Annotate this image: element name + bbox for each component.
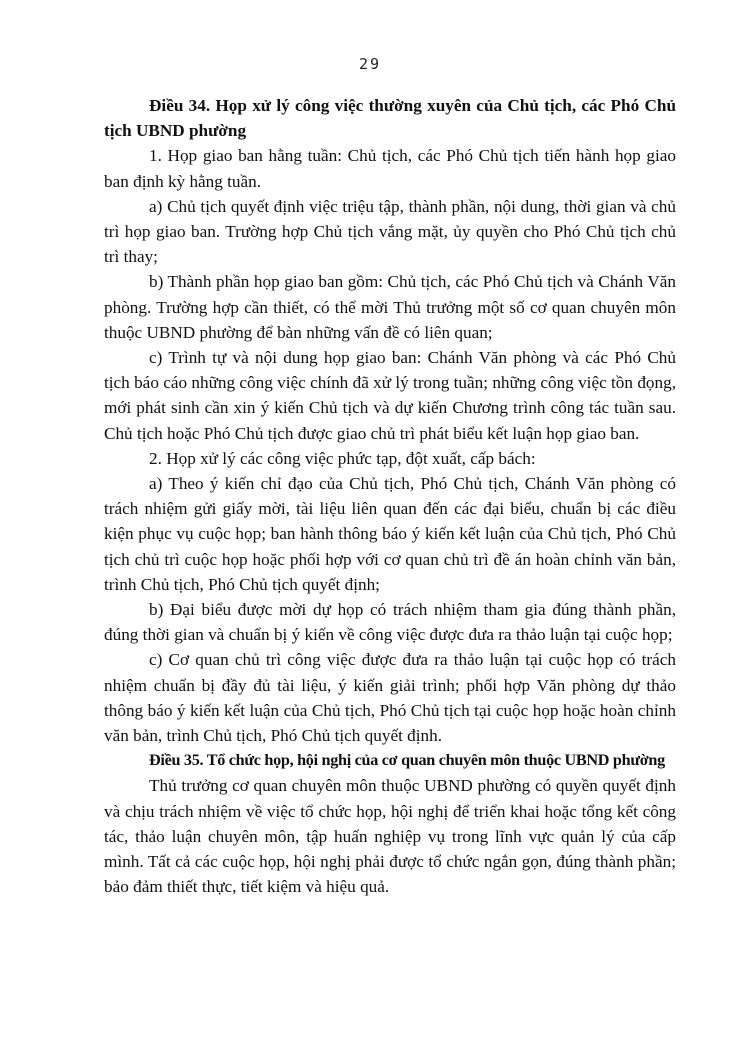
article-34-paragraph: b) Thành phần họp giao ban gồm: Chủ tịch, các Phó Chủ tịch và Chánh Văn phòng. Trường hợp cần thiết, có thể mời Thủ trưởng một số cơ quan chuyên môn thuộc UBND phường để bàn những vấn đề có liên quan; bbox=[104, 272, 676, 342]
article-34-paragraph: b) Đại biểu được mời dự họp có trách nhiệm tham gia đúng thành phần, đúng thời gian và chuẩn bị ý kiến về công việc được đưa ra thảo luận tại cuộc họp; bbox=[104, 600, 676, 645]
page-number: 29 bbox=[358, 55, 382, 73]
article-34-paragraph: a) Chủ tịch quyết định việc triệu tập, thành phần, nội dung, thời gian và chủ trì họp giao ban. Trường hợp Chủ tịch vắng mặt, ủy quyền cho Phó Chủ tịch chủ trì thay; bbox=[104, 196, 676, 267]
article-34-paragraph: c) Trình tự và nội dung họp giao ban: Chánh Văn phòng và các Phó Chủ tịch báo cáo những công việc chính đã xử lý trong tuần; những công việc tồn đọng, mới phát sinh cần xin ý kiến Chủ tịch và dự kiến Chương trình công tác tuần sau. Chủ tịch hoặc Phó Chủ tịch được giao chủ trì phát biểu kết luận họp giao ban. bbox=[104, 348, 676, 443]
article-35-heading: Điều 35. Tổ chức họp, hội nghị của cơ quan chuyên môn thuộc UBND phường bbox=[149, 751, 665, 770]
article-34-paragraph: c) Cơ quan chủ trì công việc được đưa ra thảo luận tại cuộc họp có trách nhiệm chuẩn bị đầy đủ tài liệu, ý kiến giải trình; phối hợp Văn phòng dự thảo thông báo ý kiến kết luận của Chủ tịch, Phó Chủ tịch tại cuộc họp hoặc hoàn chỉnh văn bản, trình Chủ tịch, Phó Chủ tịch quyết định. bbox=[104, 650, 676, 746]
article-34-paragraph: 2. Họp xử lý các công việc phức tạp, đột xuất, cấp bách: bbox=[149, 448, 536, 468]
article-34-paragraph: 1. Họp giao ban hằng tuần: Chủ tịch, các Phó Chủ tịch tiến hành họp giao ban định kỳ hằng tuần. bbox=[104, 146, 676, 191]
article-34-heading: Điều 34. Họp xử lý công việc thường xuyên của Chủ tịch, các Phó Chủ tịch UBND phường bbox=[104, 96, 676, 141]
document-body bbox=[104, 93, 676, 900]
article-34-paragraph: a) Theo ý kiến chỉ đạo của Chủ tịch, Phó Chủ tịch, Chánh Văn phòng có trách nhiệm gửi giấy mời, tài liệu liên quan đến các đại biểu, chuẩn bị các điều kiện phục vụ cuộc họp; ban hành thông báo ý kiến kết luận của Chủ tịch, Phó Chủ tịch chủ trì cuộc họp hoặc phối hợp với cơ quan chủ trì đề án hoàn chỉnh văn bản, trình Chủ tịch, Phó Chủ tịch quyết định; bbox=[104, 474, 676, 594]
article-35-paragraph: Thủ trưởng cơ quan chuyên môn thuộc UBND phường có quyền quyết định và chịu trách nhiệm về việc tổ chức họp, hội nghị để triển khai hoặc tổng kết công tác, thảo luận chuyên môn, tập huấn nghiệp vụ trong lĩnh vực quản lý của cấp mình. Tất cả các cuộc họp, hội nghị phải được tổ chức ngắn gọn, đúng thành phần; bảo đảm thiết thực, tiết kiệm và hiệu quả. bbox=[104, 776, 676, 897]
